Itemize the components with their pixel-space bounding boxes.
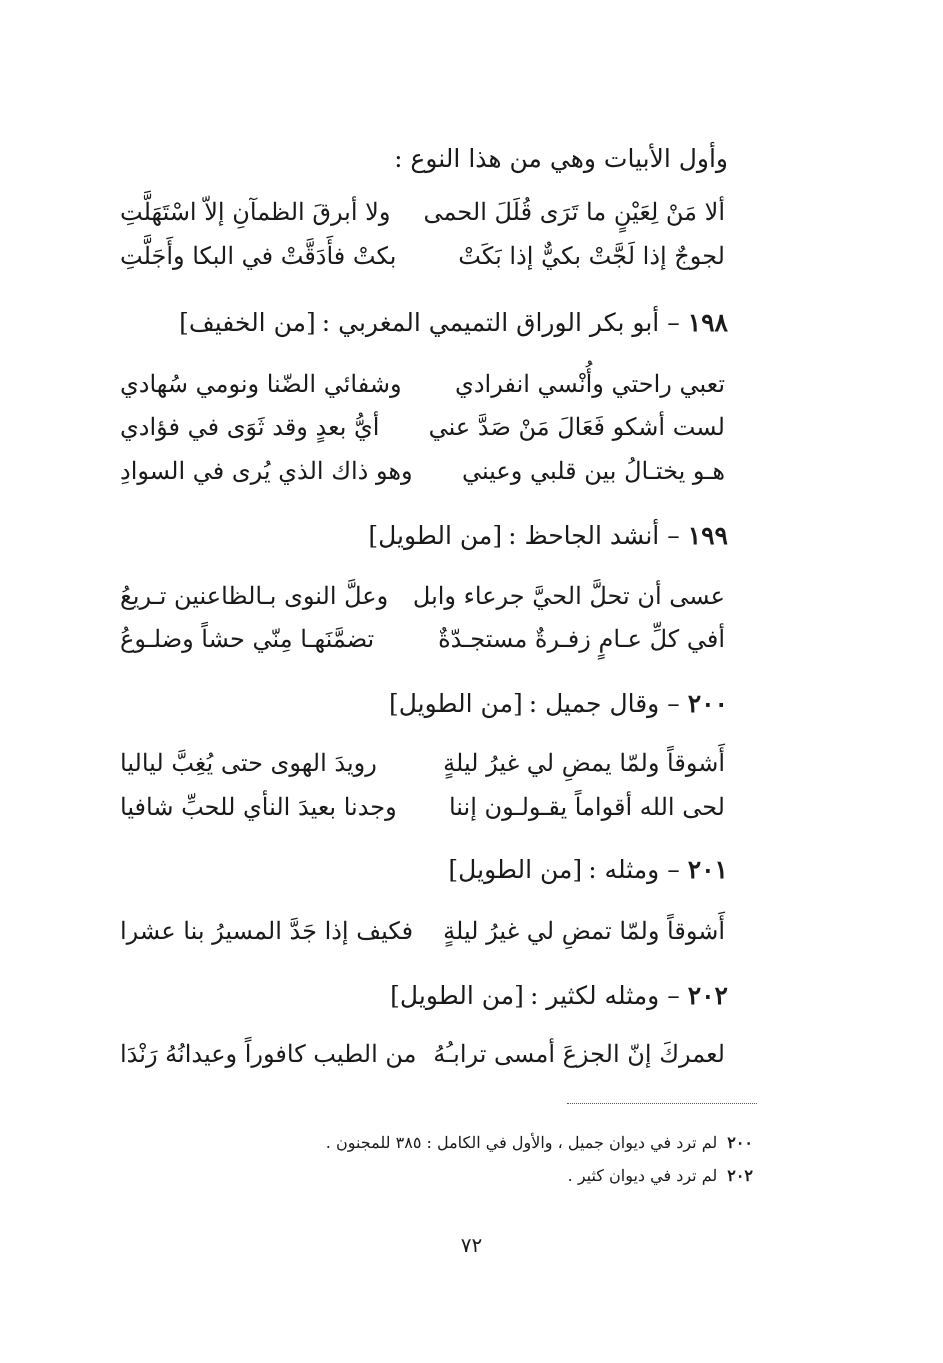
verse-second-hemistich: بكتْ فأَدَقَّتْ في البكا وأَجَلَّتِ bbox=[120, 242, 397, 270]
verse-first-hemistich: لعمركَ إنّ الجزعَ أمسى ترابـُهُ bbox=[433, 1040, 725, 1068]
footnote-separator bbox=[567, 1103, 757, 1104]
meter-label: [من الطويل] bbox=[390, 981, 524, 1010]
verse-first-hemistich: ألا مَنْ لِعَيْنٍ ما تَرَى قُلَلَ الحمى bbox=[423, 198, 725, 226]
section-heading bbox=[389, 687, 728, 721]
verse bbox=[120, 621, 725, 657]
meter-label: [من الخفيف] bbox=[179, 308, 316, 337]
verse-first-hemistich: أفي كلِّ عـامٍ زفـرةٌ مستجـدّةٌ bbox=[438, 625, 725, 653]
section-heading bbox=[448, 853, 728, 887]
verse-second-hemistich: رويدَ الهوى حتى يُغِبَّ لياليا bbox=[120, 749, 377, 777]
section-title: – أبو بكر الوراق التميمي المغربي : bbox=[321, 308, 680, 337]
verse-first-hemistich: لحى الله أقواماً يقـولـون إننا bbox=[448, 793, 725, 821]
footnote-number: ٢٠٠ bbox=[727, 1133, 753, 1152]
verse-first-hemistich: أَشوقاً ولمّا يمضِ لي غيرُ ليلةٍ bbox=[443, 749, 725, 777]
section-number: ٢٠١ bbox=[687, 855, 728, 884]
section-number: ١٩٨ bbox=[687, 308, 728, 337]
footnote bbox=[326, 1131, 753, 1155]
verse-second-hemistich: ولا أبرقَ الظمآنِ إلاّ اسْتَهَلَّتِ bbox=[120, 198, 391, 226]
verse-first-hemistich: عسى أن تحلَّ الحيَّ جرعاء وابل bbox=[412, 582, 725, 610]
verse-first-hemistich: لست أشكو فَعَالَ مَنْ صَدَّ عني bbox=[428, 413, 725, 441]
section-heading bbox=[368, 519, 728, 553]
verse bbox=[120, 238, 725, 274]
verse-first-hemistich: أَشوقاً ولمّا تمضِ لي غيرُ ليلةٍ bbox=[443, 917, 725, 945]
footnote bbox=[568, 1164, 753, 1188]
verse bbox=[120, 409, 725, 445]
verse-second-hemistich: وجدنا بعيدَ النأي للحبِّ شافيا bbox=[120, 793, 397, 821]
section-number: ٢٠٠ bbox=[687, 689, 728, 718]
verse-first-hemistich: لجوجٌ إذا لَجَّتْ بكيٌّ إذا بَكَتْ bbox=[458, 242, 725, 270]
verse-second-hemistich: من الطيب كافوراً وعيدانُهُ رَنْدَا bbox=[120, 1040, 417, 1068]
section-title: – ومثله لكثير : bbox=[529, 981, 680, 1010]
meter-label: [من الطويل] bbox=[448, 855, 583, 884]
verse-second-hemistich: أيُّ بعدٍ وقد ثَوَى في فؤادي bbox=[120, 413, 380, 441]
verse-first-hemistich: تعبي راحتي وأُنْسي انفرادي bbox=[455, 370, 725, 398]
verse bbox=[120, 578, 725, 614]
verse bbox=[120, 194, 725, 230]
meter-label: [من الطويل] bbox=[368, 521, 503, 550]
footnote-text: لم ترد في ديوان كثير . bbox=[567, 1166, 718, 1185]
section-title: – أنشد الجاحظ : bbox=[508, 521, 680, 550]
verse-second-hemistich: وشفائي الضّنا ونومي سُهادي bbox=[120, 370, 402, 398]
section-heading bbox=[390, 979, 728, 1013]
section-title: – وقال جميل : bbox=[528, 689, 680, 718]
page-number: ٧٢ bbox=[460, 1233, 483, 1257]
verse-second-hemistich: وعلَّ النوى بـالظاعنين تـريعُ bbox=[120, 582, 389, 610]
section-title: – ومثله : bbox=[588, 855, 680, 884]
verse-second-hemistich: فكيف إذا جَدَّ المسيرُ بنا عشرا bbox=[120, 917, 414, 945]
verse-second-hemistich: تضمَّنَهـا مِنّي حشاً وضلـوعُ bbox=[120, 625, 375, 653]
verse bbox=[120, 913, 725, 949]
section-number: ١٩٩ bbox=[687, 521, 728, 550]
footnote-number: ٢٠٢ bbox=[727, 1166, 753, 1185]
verse bbox=[120, 745, 725, 781]
meter-label: [من الطويل] bbox=[388, 689, 523, 718]
section-heading bbox=[179, 306, 728, 340]
verse bbox=[120, 1036, 725, 1072]
verse-second-hemistich: وهو ذاك الذي يُرى في السوادِ bbox=[120, 457, 413, 485]
section-number: ٢٠٢ bbox=[687, 981, 728, 1010]
verse bbox=[120, 453, 725, 489]
verse-first-hemistich: هـو يختـالُ بين قلبي وعيني bbox=[461, 457, 725, 485]
footnote-text: لم ترد في ديوان جميل ، والأول في الكامل : ٣٨٥ للمجنون . bbox=[325, 1133, 718, 1152]
verse bbox=[120, 789, 725, 825]
intro-line: وأول الأبيات وهي من هذا النوع : bbox=[394, 144, 728, 173]
verse bbox=[120, 366, 725, 402]
